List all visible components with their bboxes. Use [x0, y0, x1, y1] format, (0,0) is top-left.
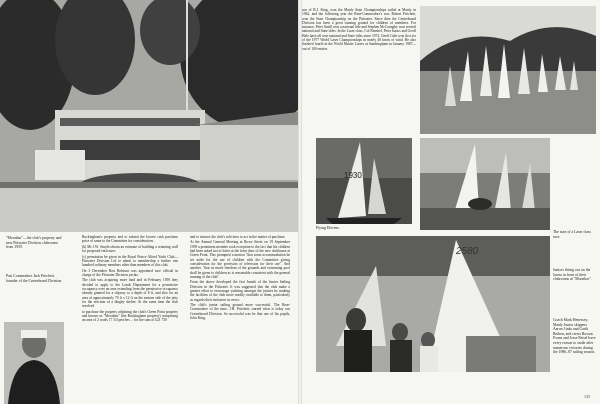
founder-caption: Past Commodore Jack Pritchett, founder of the Centreboard Division.	[6, 274, 63, 283]
sail-number-b: 2580	[456, 246, 479, 257]
paragraph: From the above developed the first breath of the Junior Sailing Division in the Pittwater. It was suggested that the club make a greater effort to encourage yachting amongst the juniors by making the facilities of the club more readily available to them, particularly as regards their inclusion in crews.	[190, 280, 290, 302]
paragraph: and to instruct the club's solicitors to act in the matter of purchase.	[190, 235, 286, 239]
left-text-column-1	[82, 235, 178, 324]
paragraph: At the Annual General Meeting at Rowe Street on 19 September 1959 a prominent member took exception to the fact that his children had been asked not to loiter at the front door of the new clubhouse at Green Point. This prompted a motion "that some accommodation be set aside for the use of children with the Committee giving consideration for the provision of television for their use". And another, "that as much freedom of the grounds and swimming pool shall be given to children as is reasonable consistent with the general running of the club".	[190, 240, 290, 279]
flying-elevens-caption: Flying Elevens.	[316, 226, 340, 230]
sail-number-a: 1930	[344, 171, 362, 180]
paragraph: (b) Mr J.W. Smyth obtain an estimate of building a retaining wall for proposed enclosure;	[82, 244, 178, 254]
left-text-column-2	[190, 235, 290, 321]
book-gutter	[298, 0, 302, 404]
clubhouse-caption: "Moonbar"—the club's property and new Pittwater Division clubrooms from 1959.	[6, 236, 62, 250]
juniors-caption: Juniors fitting out on the lawns in front of their clubrooms at "Moonbar".	[553, 268, 592, 282]
page-number: 133	[584, 394, 590, 399]
paragraph: The club's junior sailing ground more successful. The Rear-Commodore of the time, J.H. Pritchett, started what is today our Centreboard Division. So successful was he that one of his pupils, John King,	[190, 303, 290, 320]
right-text-column-top	[302, 8, 416, 52]
clubhouse-photo	[0, 0, 298, 232]
founder-portrait	[4, 322, 64, 404]
laser-start-photo	[420, 138, 550, 230]
laser-fleet-photo	[420, 6, 596, 134]
juniors-fitting-out-photo	[316, 236, 550, 372]
paragraph: The club was acquiring more land and in February 1959 they decided to apply to the Lands Department for a permissive occupancy over an area extending from the permissive occupancy already granted for a slipway to a depth of 8 ft, and also for an area of approximately 70 ft x 12 ft on the eastern side of the jetty for the erection of a dinghy shelter. At the same time the club resolved	[82, 278, 178, 309]
paragraph: son of B.J. King, won the Manly State Championships sailed at Manly in 1962, and the following year the Rear-Commodore's son, Robert Pritchett, won the State Championship on the Pittwater. Since then the Centreboard Division has been a great training ground for children of members. For instance, Peter Antill won a national title and Stephen McConaghy won several national and State titles. In the Laser class, Col Beashel, Peter Isaacs and Geoff Hale have all won national and State titles since 1974. Geoff Gale won first six of the 1977 World Laser Championships in nearly 40 knots of wind. He also finished fourth in the World Master Lasers at Sandringham in January 1987—out of 100 entries.	[302, 8, 416, 51]
paragraph: Buckingham's property and to submit the lowest cash purchase price of same to the Committee for consideration;	[82, 235, 178, 244]
flying-eleven-photo	[316, 138, 412, 224]
paragraph: to purchase the property adjoining the club's Green Point property and known as "Moonbar" (the Buckingham property) comprising an area of 2 roods 17 3/4 perches ... for the sum of £21 750	[82, 309, 178, 323]
paragraph: (c) permission be given in the Royal Prince Alfred Yacht Club—Pittwater Division Ltd to admit to membership a further one hundred ordinary members other than members of this club.	[82, 254, 178, 268]
coach-caption: Coach Mark Henessey, Manly Junior skippers Aaron Links and Garth Bethen, and crews Rowan Evans and Jesse Paisel have every reason to smile after numerous victories during the 1986–87 sailing season.	[553, 318, 596, 355]
paragraph: On 3 December Ron Robison was appointed race official in charge of the Pittwater Division yachts.	[82, 268, 178, 277]
laser-start-caption: The start of a Laser class race.	[553, 230, 591, 239]
